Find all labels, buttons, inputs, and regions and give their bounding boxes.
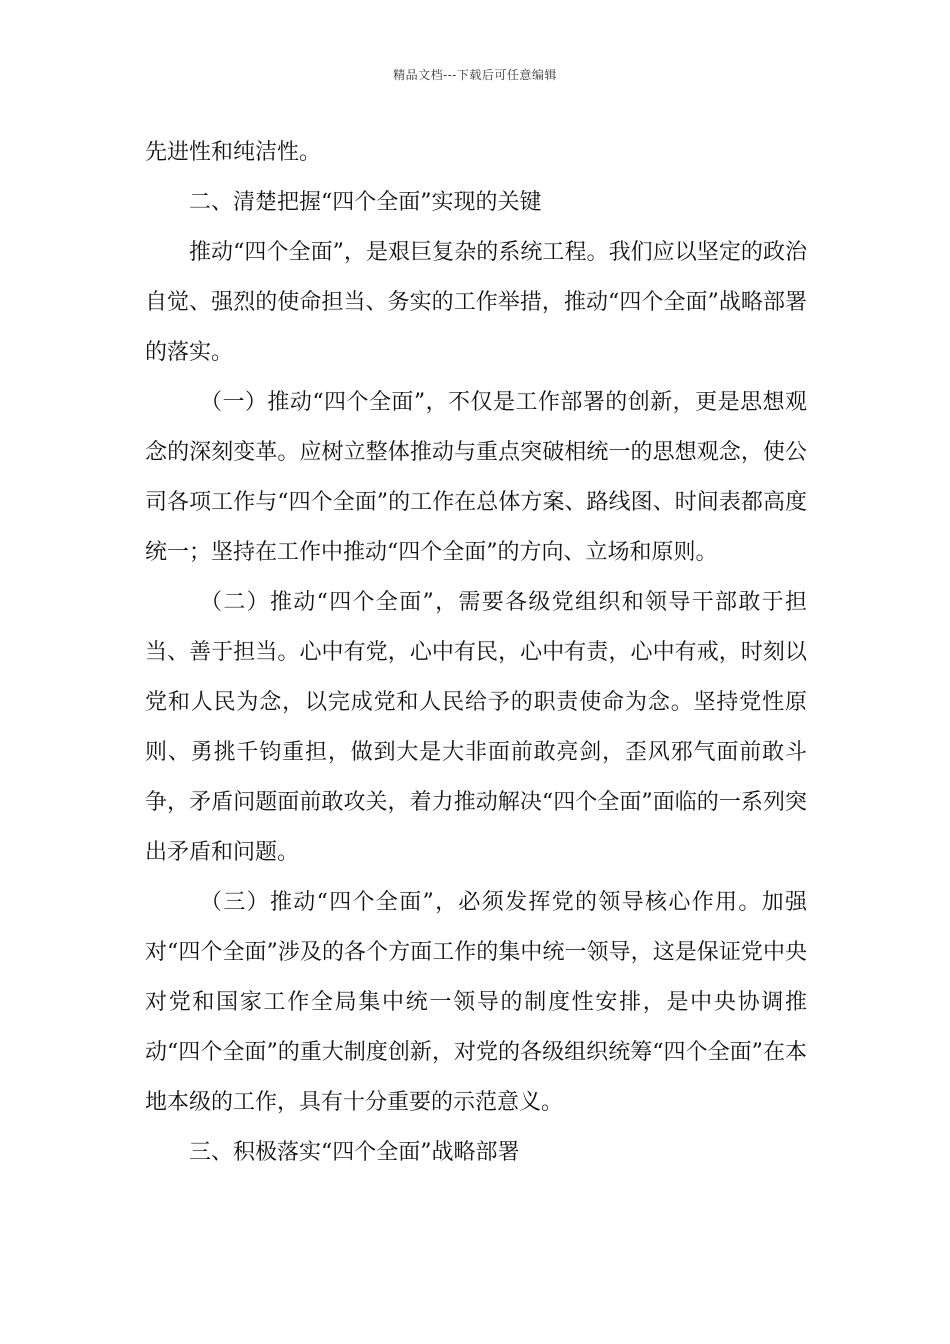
section-heading-2: 二、清楚把握“四个全面”实现的关键 [189, 190, 542, 215]
paragraph-point-2: （二）推动“四个全面”，需要各级党组织和领导干部敢于担当、善于担当。心中有党，心中有民，心中有责，心中有戒，时刻以党和人民为念，以完成党和人民给予的职责使命为念。坚持党性原则、勇挑千钧重担，做到大是大非面前敢亮剑，歪风邪气面前敢斗争，矛盾问题面前敢攻关，着力推动解决“四个全面”面临的一系列突出矛盾和问题。 [145, 590, 807, 865]
paragraph-point-3: （三）推动“四个全面”，必须发挥党的领导核心作用。加强对“四个全面”涉及的各个方面工作的集中统一领导，这是保证党中央对党和国家工作全局集中统一领导的制度性安排，是中央协调推动“四个全面”的重大制度创新，对党的各级组织统筹“四个全面”在本地本级的工作，具有十分重要的示范意义。 [145, 890, 807, 1115]
paragraph-intro: 推动“四个全面”，是艰巨复杂的系统工程。我们应以坚定的政治自觉、强烈的使命担当、务实的工作举措，推动“四个全面”战略部署的落实。 [145, 240, 807, 365]
page-header: 精品文档---下载后可任意编辑 [393, 68, 557, 82]
document-body [145, 128, 807, 1178]
paragraph-point-1: （一）推动“四个全面”，不仅是工作部署的创新，更是思想观念的深刻变革。应树立整体推动与重点突破相统一的思想观念，使公司各项工作与“四个全面”的工作在总体方案、路线图、时间表都高度统一；坚持在工作中推动“四个全面”的方向、立场和原则。 [145, 390, 807, 565]
paragraph-continuation: 先进性和纯洁性。 [145, 140, 322, 165]
section-heading-3: 三、积极落实“四个全面”战略部署 [189, 1140, 520, 1165]
